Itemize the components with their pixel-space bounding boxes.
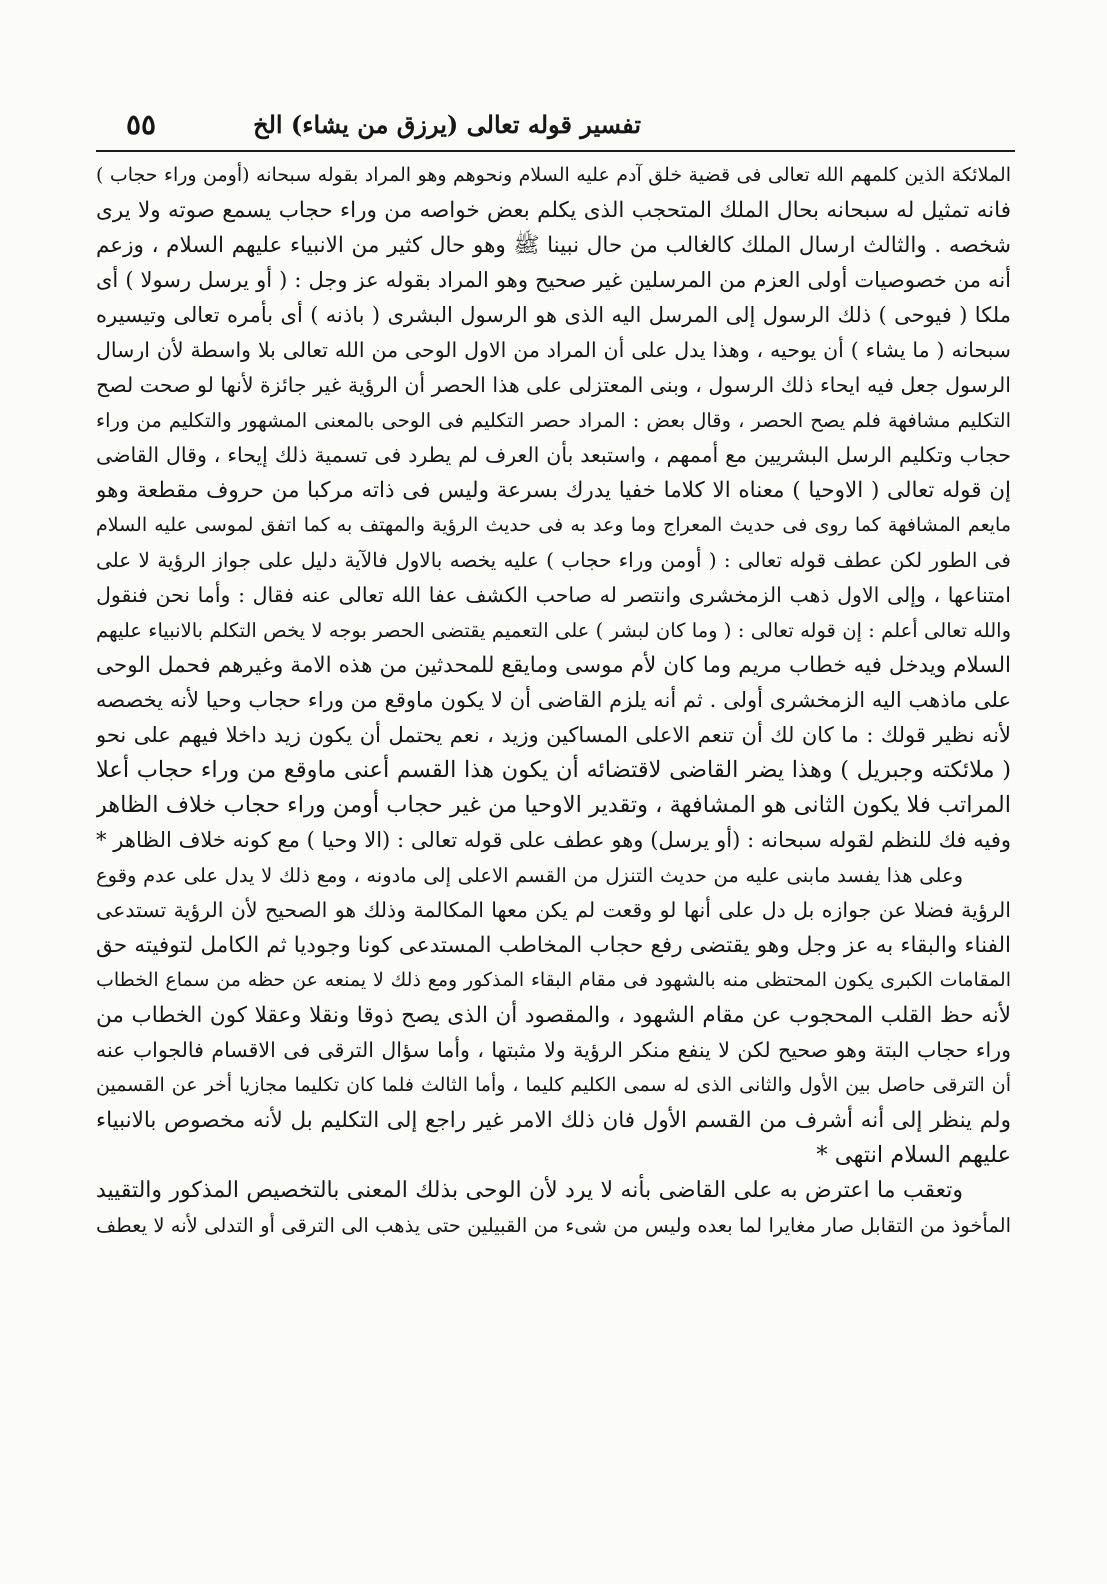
text-line: المقامات الكبرى يكون المحتظى منه بالشهود فى مقام البقاء المذكور ومع ذلك لا يمنعه عن حظه من سماع الخطاب [96, 969, 1011, 991]
text-line: ولم ينظر إلى أنه أشرف من القسم الأول فان ذلك الامر غير راجع إلى التكليم بل لأنه مخصوص بالانبياء [96, 1108, 1011, 1133]
text-line: الرؤية فضلا عن جوازه بل دل على أنها لو وقعت لم يكن معها المكالمة وذلك هو الصحيح لأن الرؤية تستدعى [96, 898, 1011, 922]
text-line: ( ملائكته وجبريل ) وهذا يضر القاضى لاقتضائه أن يكون هذا القسم أعنى ماوقع من وراء حجاب أعلا [96, 757, 1011, 783]
text-line: لأنه نظير قولك : ما كان لك أن تنعم الاعلى المساكين وزيد ، نعم يحتمل أن يكون زيد داخلا فيهم على نحو [96, 723, 1011, 747]
text-line: حجاب وتكليم الرسل البشريين مع أممهم ، واستبعد بأن العرف لم يطرد فى تسمية ذلك إيحاء ، وقال القاضى [96, 443, 1011, 467]
text-line: الرسول جعل فيه ايحاء ذلك الرسول ، وبنى المعتزلى على هذا الحصر أن الرؤية غير جائزة لأنها لو صحت لصح [96, 373, 1011, 397]
page-number: ٥٥ [126, 108, 157, 141]
body-text [96, 158, 1011, 1243]
running-title: تفسير قوله تعالى (يرزق من يشاء) الخ [253, 110, 641, 139]
text-line: لأنه حظ القلب المحجوب عن مقام الشهود ، والمقصود أن الذى يصح ذوقا ونقلا وعقلا كون الخطاب من [96, 1003, 1011, 1028]
text-line: وعلى هذا يفسد مابنى عليه من حديث التنزل من القسم الاعلى إلى مادونه ، ومع ذلك لا يدل على عدم وقوع [96, 864, 963, 887]
text-line: فى الطور لكن عطف قوله تعالى : ( أومن وراء حجاب ) عليه يخصه بالاول فالآية دليل على جواز الرؤية لا على [96, 548, 1011, 572]
text-line: أن الترقى حاصل بين الأول والثانى الذى له سمى الكليم كليما ، وأما الثالث فلما كان تكليما مجازيا أخر عن القسمين [96, 1074, 1011, 1096]
text-line: وفيه فك للنظم لقوله سبحانه : (أو يرسل) وهو عطف على قوله تعالى : (الا وحيا ) مع كونه خلاف الظاهر * [96, 828, 1011, 852]
text-line: على ماذهب اليه الزمخشرى أولى . ثم أنه يلزم القاضى أن لا يكون ماوقع من وراء حجاب وحيا لأنه يخصصه [96, 688, 1011, 712]
text-line: والله تعالى أعلم : إن قوله تعالى : ( وما كان لبشر ) على التعميم يقتضى الحصر بوجه لا يخص التكلم بالانبياء عليهم [96, 619, 1011, 642]
text-line: عليهم السلام انتهى * [816, 1142, 1011, 1168]
text-line: التكليم مشافهة فلم يصح الحصر ، وقال بعض : المراد حصر التكليم فى الوحى بالمعنى المشهور والتكليم من وراء [96, 409, 1011, 432]
text-line: أنه من خصوصيات أولى العزم من المرسلين غير صحيح وهو المراد بقوله عز وجل : ( أو يرسل رسولا ) أى [96, 268, 1011, 292]
text-line: المأخوذ من التقابل صار مغايرا لما بعده وليس من شىء من القبيلين حتى يذهب الى الترقى أو التدلى لأنه لا يعطف [96, 1214, 1011, 1237]
text-line: الملائكة الذين كلمهم الله تعالى فى قضية خلق آدم عليه السلام ونحوهم وهو المراد بقوله سبحانه (أومن وراء حجاب ) [96, 164, 1011, 186]
text-line: فانه تمثيل له سبحانه بحال الملك المتحجب الذى يكلم بعض خواصه من وراء حجاب يسمع صوته ولا يرى [96, 198, 1011, 223]
text-line: وتعقب ما اعترض به على القاضى بأنه لا يرد لأن الوحى بذلك المعنى بالتخصيص المذكور والتقييد [96, 1178, 963, 1203]
header-rule [96, 150, 1015, 152]
text-line: سبحانه ( ما يشاء ) أن يوحيه ، وهذا يدل على أن المراد من الاول الوحى من الله تعالى بلا واسطة لأن ارسال [96, 338, 1011, 362]
text-line: شخصه . والثالث ارسال الملك كالغالب من حال نبينا ﷺ وهو حال كثير من الانبياء عليهم السلام ، وزعم [96, 233, 1011, 258]
text-line: ملكا ( فيوحى ) ذلك الرسول إلى المرسل اليه الذى هو الرسول البشرى ( باذنه ) أى بأمره تعالى وتيسيره [96, 303, 1011, 327]
text-line: الفناء والبقاء به عز وجل وهو يقتضى رفع حجاب المخاطب المستدعى كونا وجوديا ثم الكامل لتوفيته حق [96, 933, 1011, 958]
text-line: امتناعها ، وإلى الاول ذهب الزمخشرى وانتصر له صاحب الكشف عفا الله تعالى عنه فقال : وأما نحن فنقول [96, 583, 1011, 607]
text-line: السلام ويدخل فيه خطاب مريم وما كان لأم موسى ومايقع للمحدثين من هذه الامة وغيرهم فحمل الوحى [96, 653, 1011, 678]
text-line: مايعم المشافهة كما روى فى حديث المعراج وما وعد به فى حديث الرؤية والمهتف به كما اتفق لموسى عليه السلام [96, 514, 1011, 536]
page-header [96, 108, 1011, 152]
text-line: إن قوله تعالى ( الاوحيا ) معناه الا كلاما خفيا يدرك بسرعة وليس فى ذاته مركبا من حروف مقطعة وهو [96, 478, 1011, 503]
text-line: وراء حجاب البتة وهو صحيح لكن لا ينفع منكر الرؤية ولا مثبتها ، وأما سؤال الترقى فى الاقسام فالجواب عنه [96, 1038, 1011, 1062]
text-line: المراتب فلا يكون الثانى هو المشافهة ، وتقدير الاوحيا من غير حجاب أومن وراء حجاب خلاف الظاهر [96, 792, 1011, 818]
